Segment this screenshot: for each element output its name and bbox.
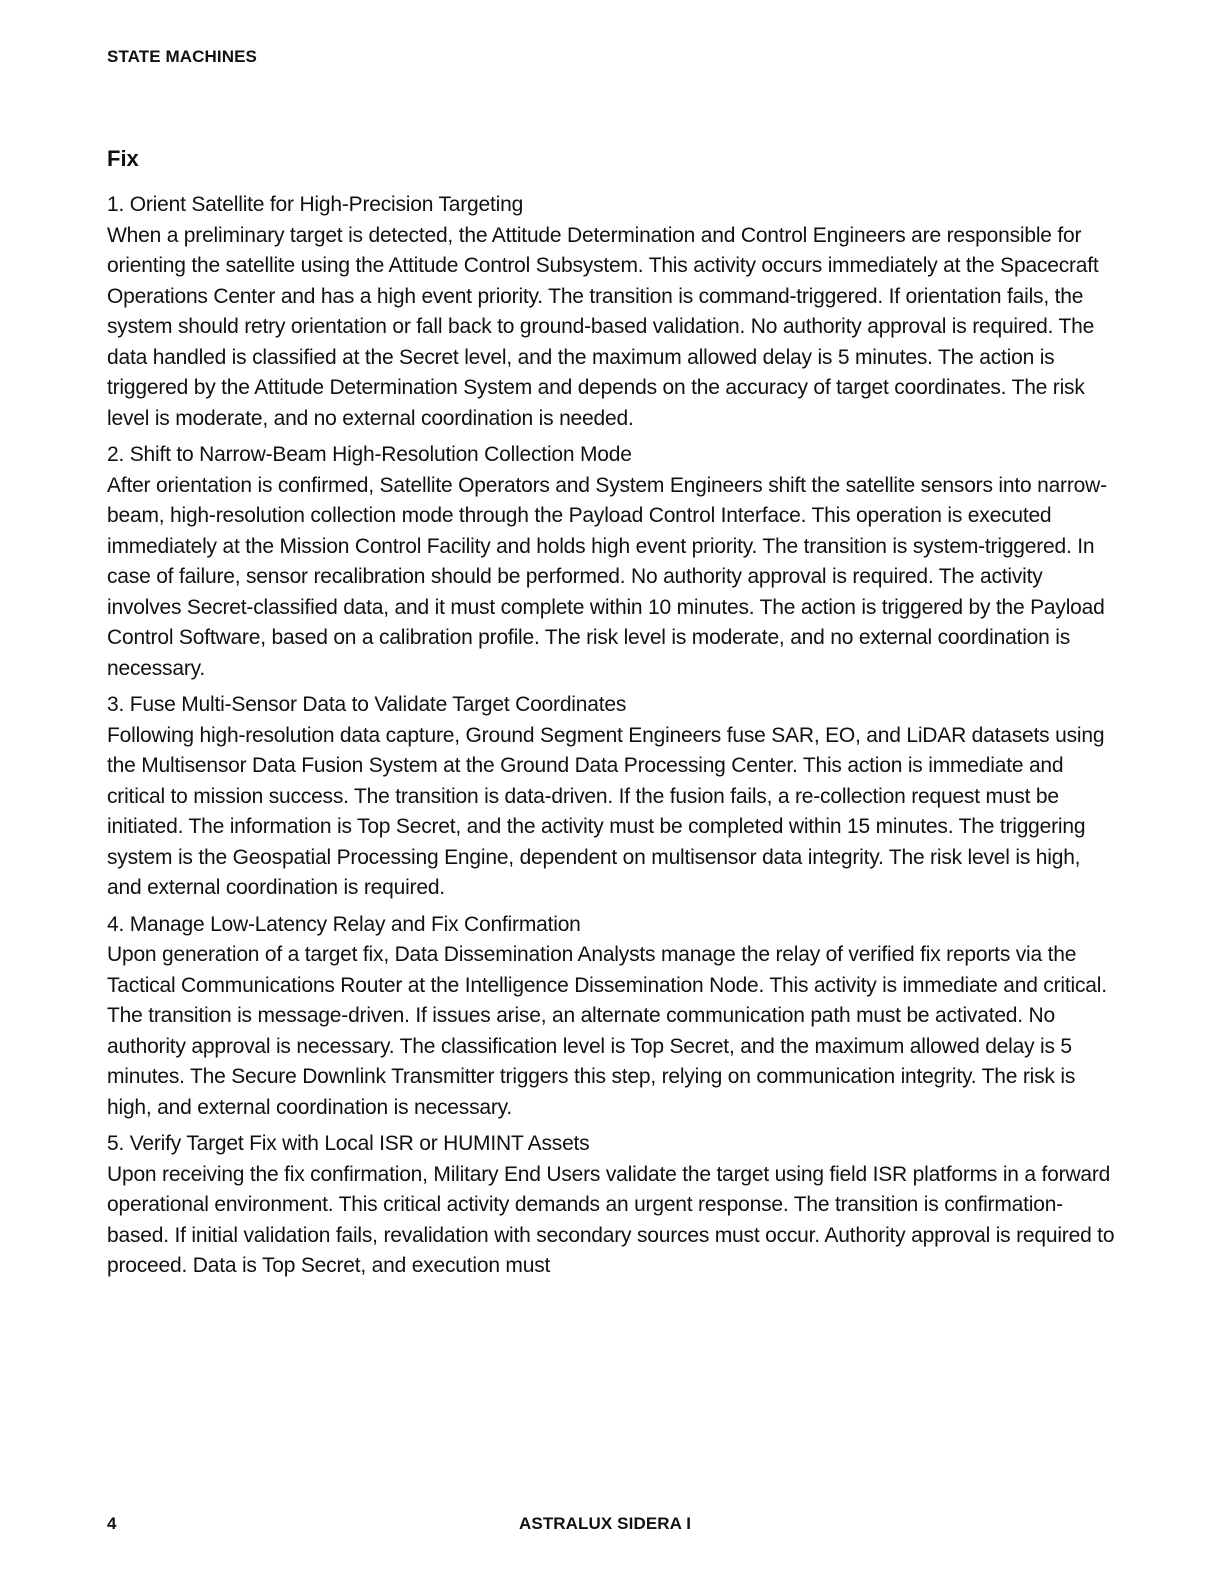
- page-number: 4: [107, 1514, 117, 1533]
- step-5: [107, 1129, 1117, 1282]
- running-header: STATE MACHINES: [107, 47, 257, 66]
- step-title: 5. Verify Target Fix with Local ISR or HUMINT Assets: [107, 1132, 590, 1155]
- step-title: 1. Orient Satellite for High-Precision Targeting: [107, 193, 524, 216]
- step-body: Upon receiving the fix confirmation, Military End Users validate the target using field ISR platforms in a forward operational environment. This critical activity demands an urgent response. The transition is confirmation-based. If initial validation fails, revalidation with secondary sources must occur. Authority approval is required to proceed. Data is Top Secret, and execution must: [107, 1162, 1115, 1277]
- step-title: 2. Shift to Narrow-Beam High-Resolution Collection Mode: [107, 443, 632, 466]
- step-2: [107, 440, 1117, 684]
- step-title: 4. Manage Low-Latency Relay and Fix Confirmation: [107, 912, 581, 936]
- step-body: When a preliminary target is detected, the Attitude Determination and Control Engineers are responsible for orienting the satellite using the Attitude Control Subsystem. This activity occurs immediately at the Spacecraft Operations Center and has a high event priority. The transition is command-triggered. If orientation fails, the system should retry orientation or fall back to ground-based validation. No authority approval is required. The data handled is classified at the Secret level, and the maximum allowed delay is 5 minutes. The action is triggered by the Attitude Determination System and depends on the accuracy of target coordinates. The risk level is moderate, and no external coordination is needed.: [107, 223, 1099, 430]
- step-3: [107, 690, 1117, 904]
- step-body: After orientation is confirmed, Satellite Operators and System Engineers shift the satellite sensors into narrow-beam, high-resolution collection mode through the Payload Control Interface. This operation is executed immediately at the Mission Control Facility and holds high event priority. The transition is system-triggered. In case of failure, sensor recalibration should be performed. No authority approval is required. The activity involves Secret-classified data, and it must complete within 10 minutes. The action is triggered by the Payload Control Software, based on a calibration profile. The risk level is moderate, and no external coordination is necessary.: [107, 473, 1107, 680]
- step-body: Upon generation of a target fix, Data Dissemination Analysts manage the relay of verified fix reports via the Tactical Communications Router at the Intelligence Dissemination Node. This activity is immediate and critical. The transition is message-driven. If issues arise, an alternate communication path must be activated. No authority approval is necessary. The classification level is Top Secret, and the maximum allowed delay is 5 minutes. The Secure Downlink Transmitter triggers this step, relying on communication integrity. The risk is high, and external coordination is necessary.: [107, 943, 1107, 1119]
- steps-list: [107, 190, 1117, 1288]
- step-title: 3. Fuse Multi-Sensor Data to Validate Target Coordinates: [107, 693, 627, 716]
- section-title: Fix: [107, 146, 139, 171]
- step-body: Following high-resolution data capture, Ground Segment Engineers fuse SAR, EO, and LiDAR datasets using the Multisensor Data Fusion System at the Ground Data Processing Center. This action is immediate and critical to mission success. The transition is data-driven. If the fusion fails, a re-collection request must be initiated. The information is Top Secret, and the activity must be completed within 15 minutes. The triggering system is the Geospatial Processing Engine, dependent on multisensor data integrity. The risk level is high, and external coordination is required.: [107, 723, 1105, 899]
- publication-title: ASTRALUX SIDERA I: [519, 1514, 692, 1533]
- step-1: [107, 190, 1117, 434]
- step-4: [107, 910, 1117, 1124]
